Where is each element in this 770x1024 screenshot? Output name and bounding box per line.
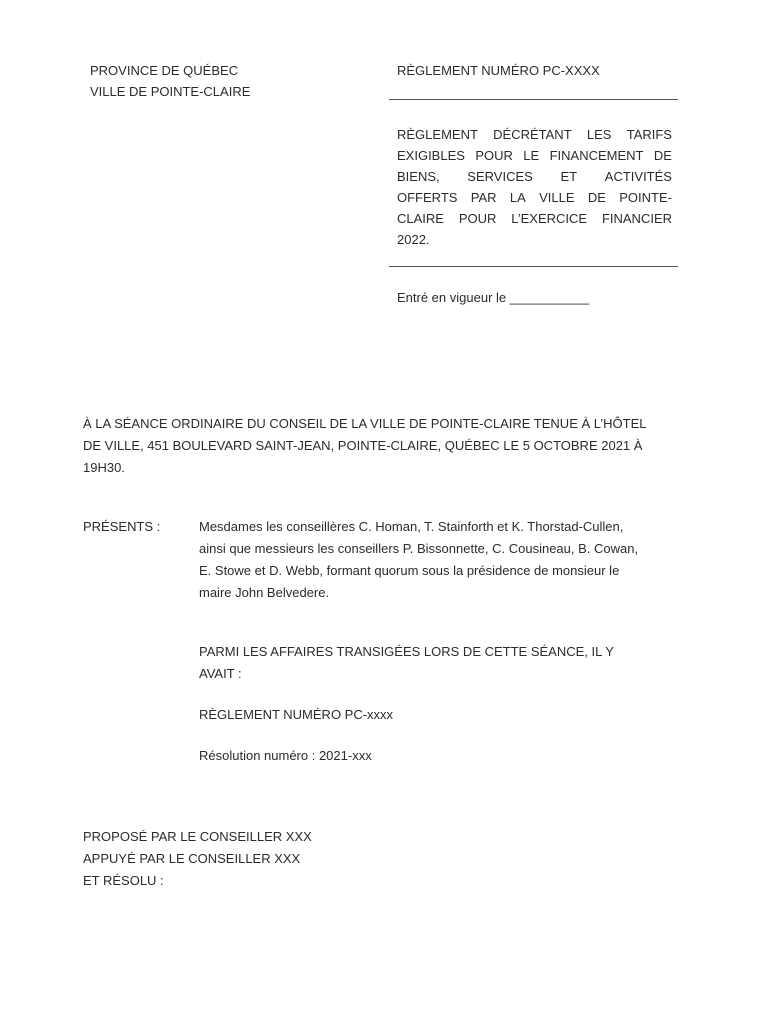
bylaw-title-word: TARIFS	[626, 127, 672, 142]
bylaw-title-line	[397, 145, 672, 166]
bylaw-title-word: LA	[509, 190, 526, 205]
bylaw-title-line	[397, 187, 672, 208]
bylaw-title-word: BIENS,	[397, 169, 440, 184]
bylaw-title-line	[397, 229, 672, 250]
bylaw-title-line	[397, 208, 672, 229]
header-divider-bottom	[389, 266, 678, 267]
bylaw-title-word: DE	[587, 190, 606, 205]
header-divider-top	[389, 99, 678, 100]
bylaw-title	[397, 124, 672, 250]
bylaw-title-word: LE	[523, 148, 540, 163]
bylaw-title-line	[397, 166, 672, 187]
resolution-number: Résolution numéro : 2021-xxx	[199, 748, 372, 763]
motion-block	[83, 826, 312, 892]
bylaw-title-word: L’EXERCICE	[511, 211, 588, 226]
business-paragraph	[199, 641, 614, 685]
presents-paragraph	[199, 516, 638, 604]
bylaw-title-word: ACTIVITÉS	[604, 169, 672, 184]
bylaw-title-word: 2022.	[397, 232, 430, 247]
presents-line: ainsi que messieurs les conseillers P. Bissonnette, C. Cousineau, B. Cowan,	[199, 541, 639, 556]
bylaw-number: RÈGLEMENT NUMÉRO PC-XXXX	[397, 63, 600, 78]
meeting-line: 19H30.	[83, 460, 125, 475]
proposed-by: PROPOSÉ PAR LE CONSEILLER XXX	[83, 829, 312, 844]
in-force-date: Entré en vigueur le ___________	[397, 290, 590, 305]
bylaw-title-word: CLAIRE	[397, 211, 444, 226]
province-label: PROVINCE DE QUÉBEC	[90, 63, 239, 78]
bylaw-title-word: FINANCEMENT	[549, 148, 644, 163]
bylaw-title-word: DÉCRÉTANT	[493, 127, 572, 142]
bylaw-title-word: LES	[586, 127, 612, 142]
presents-label: PRÉSENTS :	[83, 519, 161, 534]
bylaw-title-word: POINTE-	[619, 190, 672, 205]
bylaw-title-word: POUR	[475, 148, 513, 163]
bylaw-title-line	[397, 124, 672, 145]
business-line: AVAIT :	[199, 666, 242, 681]
meeting-line: À LA SÉANCE ORDINAIRE DU CONSEIL DE LA VILLE DE POINTE-CLAIRE TENUE À L’HÔTEL	[83, 416, 647, 431]
resolved: ET RÉSOLU :	[83, 873, 164, 888]
presents-line: maire John Belvedere.	[199, 585, 330, 600]
bylaw-title-word: VILLE	[539, 190, 575, 205]
bylaw-title-word: ET	[560, 169, 578, 184]
city-label: VILLE DE POINTE-CLAIRE	[90, 84, 251, 99]
bylaw-title-word: OFFERTS	[397, 190, 458, 205]
bylaw-title-word: RÈGLEMENT	[397, 127, 478, 142]
business-line: PARMI LES AFFAIRES TRANSIGÉES LORS DE CETTE SÉANCE, IL Y	[199, 644, 614, 659]
meeting-line: DE VILLE, 451 BOULEVARD SAINT-JEAN, POINTE-CLAIRE, QUÉBEC LE 5 OCTOBRE 2021 À	[83, 438, 643, 453]
meeting-paragraph	[83, 413, 647, 479]
bylaw-title-word: FINANCIER	[601, 211, 672, 226]
bylaw-title-word: DE	[653, 148, 672, 163]
presents-line: Mesdames les conseillères C. Homan, T. Stainforth et K. Thorstad-Cullen,	[199, 519, 624, 534]
bylaw-title-word: SERVICES	[467, 169, 533, 184]
bylaw-title-word: POUR	[458, 211, 497, 226]
bylaw-title-word: EXIGIBLES	[397, 148, 465, 163]
presents-line: E. Stowe et D. Webb, formant quorum sous la présidence de monsieur le	[199, 563, 620, 578]
bylaw-title-word: PAR	[470, 190, 497, 205]
seconded-by: APPUYÉ PAR LE CONSEILLER XXX	[83, 851, 301, 866]
business-bylaw: RÈGLEMENT NUMÉRO PC-xxxx	[199, 707, 394, 722]
